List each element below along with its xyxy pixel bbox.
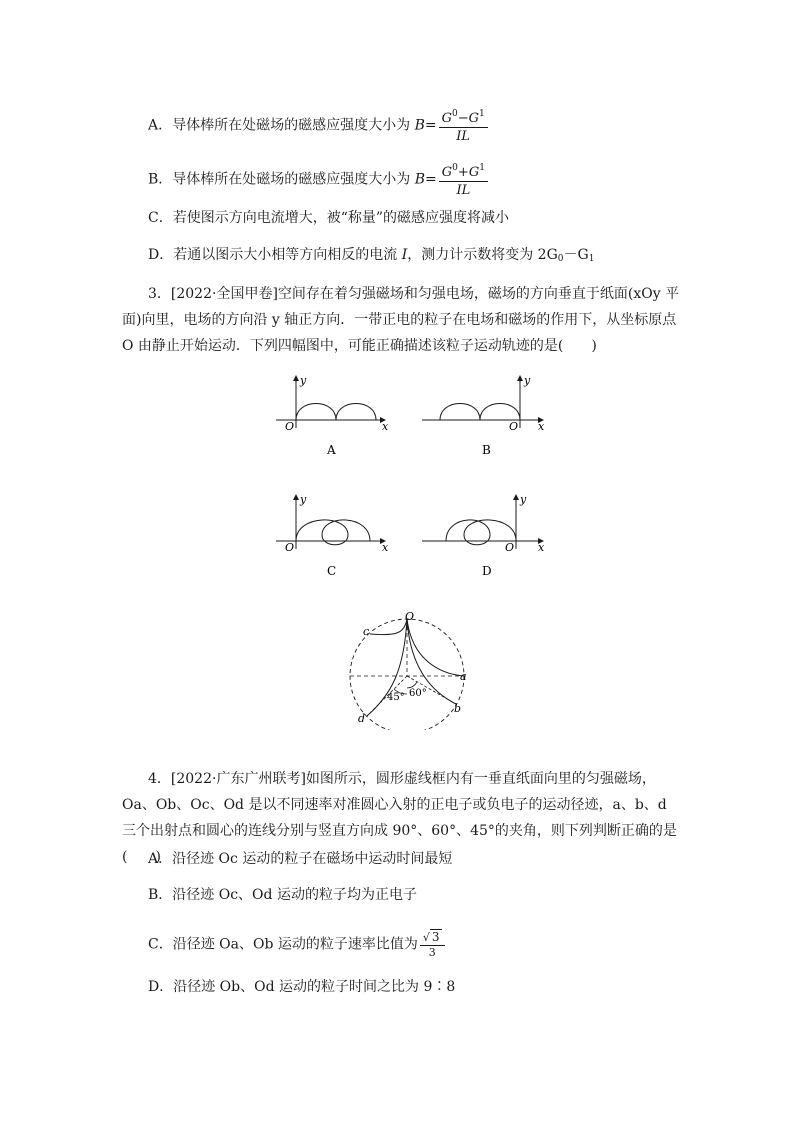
label-o: O <box>405 610 415 623</box>
graph-b-caption: B <box>482 443 491 457</box>
graph-a <box>276 374 389 457</box>
svg-text:y: y <box>300 493 307 506</box>
graph-b <box>422 374 545 457</box>
graph-c <box>276 493 389 578</box>
q2-option-b-label: B．导体棒所在处磁场的磁感应强度大小为 <box>148 171 411 188</box>
q2-option-a: A．导体棒所在处磁场的磁感应强度大小为 B= $\frac{G^0-G^1}{IL}$ <box>148 106 490 145</box>
svg-text:x: x <box>538 420 545 433</box>
q3-stem: 3．[2022·全国甲卷]空间存在着匀强磁场和匀强电场，磁场的方向垂直于纸面(xOy 平面)向里，电场的方向沿 y 轴正方向．一带正电的粒子在电场和磁场的作用下，从坐标原点 O 由静止开始运动．下列四幅图中，可能正确描述该粒子运动轨迹的是( ) <box>122 286 680 354</box>
graph-b-trajectory <box>440 404 520 421</box>
graph-d <box>422 493 545 578</box>
q4-option-c: C．沿径迹 Oa、Ob 运动的粒子速率比值为 $\frac{√ 3}{3}$ <box>148 929 447 960</box>
q4-option-a: A．沿径迹 Oc 运动的粒子在磁场中运动时间最短 <box>148 851 453 867</box>
graph-d-caption: D <box>482 564 492 578</box>
q2-option-a-lhs: B <box>414 117 425 134</box>
svg-text:O: O <box>285 420 295 433</box>
trajectory-oc <box>370 619 407 635</box>
graph-a-trajectory <box>296 404 376 421</box>
q2-option-b: B．导体棒所在处磁场的磁感应强度大小为 B= $\frac{G^0+G^1}{IL}$ <box>148 160 490 199</box>
trajectory-oa <box>407 619 464 676</box>
svg-text:O: O <box>505 541 515 554</box>
angle-60-label: 60° <box>409 688 427 699</box>
q2-option-b-fraction: $\frac{G^0+G^1}{IL}$ <box>439 160 488 199</box>
q2-option-d: D．若通以图示大小相等方向相反的电流 I，测力计示数将变为 $2G_0-G_1$ <box>148 247 595 264</box>
q3-graphs <box>0 370 794 610</box>
graph-a-caption: A <box>327 443 336 457</box>
svg-text:O: O <box>285 541 295 554</box>
svg-text:y: y <box>300 374 307 387</box>
svg-text:x: x <box>382 420 389 433</box>
label-b: b <box>454 702 462 715</box>
svg-text:x: x <box>382 541 389 554</box>
q4-option-c-fraction: $\frac{√ 3}{3}$ <box>420 929 445 960</box>
svg-text:O: O <box>509 420 519 433</box>
q2-option-b-lhs: B <box>414 171 426 188</box>
graph-c-caption: C <box>327 564 337 578</box>
q4-stem: 4．[2022·广东广州联考]如图所示，圆形虚线框内有一垂直纸面向里的匀强磁场，Oa、Ob、Oc、Od 是以不同速率对准圆心入射的正电子或负电子的运动径迹，a、b、d 三个出射点和圆心的连线分别与竖直方向成 90°、60°、45°的夹角，则下列判断正确的是( ) <box>122 771 677 865</box>
angle-45-label: 45° <box>387 692 405 703</box>
q2-option-c: C．若使图示方向电流增大，被“称量”的磁感应强度将减小 <box>148 210 510 226</box>
svg-text:y: y <box>520 493 527 506</box>
circle-field-figure <box>338 610 478 730</box>
label-d: d <box>358 712 366 725</box>
label-a: a <box>460 670 467 683</box>
q4-option-b: B．沿径迹 Oc、Od 运动的粒子均为正电子 <box>148 887 417 903</box>
q2-option-a-label: A．导体棒所在处磁场的磁感应强度大小为 <box>148 117 411 134</box>
label-c: c <box>363 625 370 638</box>
q2-option-a-fraction: $\frac{G^0-G^1}{IL}$ <box>439 106 488 145</box>
svg-text:y: y <box>524 374 531 387</box>
q4-option-d: D．沿径迹 Ob、Od 运动的粒子时间之比为 9∶8 <box>148 979 456 995</box>
svg-text:x: x <box>538 541 545 554</box>
